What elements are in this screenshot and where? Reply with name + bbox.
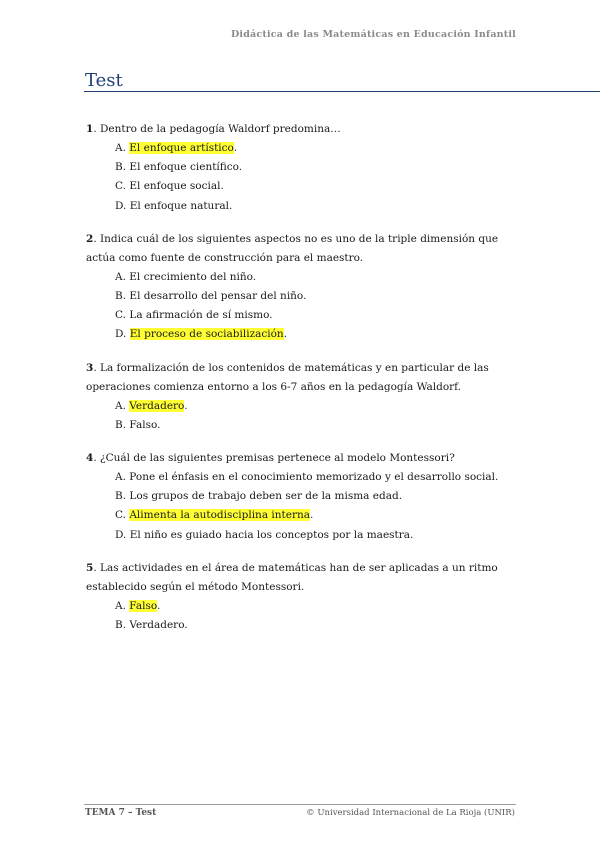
option-letter: A. — [115, 599, 126, 612]
answer-option — [86, 306, 526, 325]
question-text — [86, 559, 526, 597]
answer-option — [86, 268, 526, 287]
option-letter: A. — [115, 399, 126, 412]
question-text — [86, 359, 526, 397]
option-letter: B. — [115, 418, 127, 431]
answer-option — [86, 325, 526, 344]
option-letter: D. — [115, 328, 127, 341]
option-text: El enfoque natural. — [129, 199, 233, 212]
option-text: El desarrollo del pensar del niño. — [129, 290, 307, 303]
option-text-highlighted: El enfoque artístico — [129, 142, 234, 154]
question-text — [86, 230, 526, 268]
footer-copyright: © Universidad Internacional de La Rioja (UNIR) — [306, 808, 515, 818]
option-letter: A. — [115, 270, 126, 283]
option-letter: D. — [115, 199, 127, 212]
question-text — [86, 449, 526, 468]
option-text: Pone el énfasis en el conocimiento memorizado y el desarrollo social. — [129, 471, 499, 484]
question-statement: . Dentro de la pedagogía Waldorf predomina… — [93, 123, 341, 135]
answer-option — [86, 197, 526, 216]
question-number: 4 — [86, 452, 94, 465]
question-statement: . ¿Cuál de las siguientes premisas pertenece al modelo Montessori? — [93, 452, 455, 465]
answer-option — [86, 597, 526, 616]
footer-section-label: TEMA 7 – Test — [85, 808, 157, 818]
option-text-highlighted: El proceso de sociabilización — [129, 328, 284, 341]
question — [86, 120, 526, 216]
option-suffix: . — [233, 142, 238, 154]
option-letter: C. — [115, 180, 126, 193]
answer-option — [86, 616, 526, 635]
answer-option — [86, 287, 526, 306]
option-text-highlighted: Verdadero — [129, 399, 185, 412]
question — [86, 449, 526, 545]
option-letter: D. — [115, 528, 127, 541]
question-number: 2 — [86, 232, 94, 245]
question-statement: . Las actividades en el área de matemáticas han de ser aplicadas a un ritmo establecido según el método Montessori. — [86, 561, 498, 593]
question — [86, 359, 526, 435]
option-text: Los grupos de trabajo deben ser de la misma edad. — [129, 490, 403, 503]
answer-option — [86, 177, 526, 196]
question-number: 5 — [86, 561, 94, 574]
question-statement: . La formalización de los contenidos de matemáticas y en particular de las operaciones comienza entorno a los 6-7 años en la pedagogía Waldorf. — [86, 361, 489, 393]
answer-option — [86, 506, 526, 525]
answer-option — [86, 468, 526, 487]
answer-option — [86, 397, 526, 416]
option-letter: B. — [115, 619, 127, 632]
option-suffix: . — [156, 599, 161, 612]
option-text-highlighted: Alimenta la autodisciplina interna — [129, 509, 311, 522]
answer-option — [86, 487, 526, 506]
option-suffix: . — [184, 399, 188, 412]
question-number: 3 — [86, 361, 94, 374]
question-statement: . Indica cuál de los siguientes aspectos no es uno de la triple dimensión que actúa como fuente de construcción para el maestro. — [86, 232, 499, 264]
option-letter: B. — [115, 290, 127, 303]
option-suffix: . — [310, 509, 314, 522]
answer-option — [86, 139, 526, 158]
question — [86, 230, 526, 345]
option-text: Verdadero. — [129, 619, 188, 632]
answer-option — [86, 416, 526, 435]
option-letter: B. — [115, 490, 127, 503]
question-list — [86, 120, 526, 649]
running-header: Didáctica de las Matemáticas en Educación Infantil — [230, 29, 516, 40]
answer-option — [86, 526, 526, 545]
option-letter: C. — [115, 509, 126, 522]
title-underline — [84, 91, 600, 92]
option-letter: C. — [115, 309, 126, 322]
question — [86, 559, 526, 635]
page-title: Test — [85, 70, 123, 91]
option-text: La afirmación de sí mismo. — [129, 309, 273, 322]
question-text — [86, 120, 526, 139]
option-text-highlighted: Falso — [129, 599, 157, 612]
option-letter: B. — [115, 161, 127, 174]
option-letter: A. — [115, 142, 126, 154]
option-text: El niño es guiado hacia los conceptos por la maestra. — [129, 528, 414, 541]
option-suffix: . — [283, 328, 288, 341]
option-text: El crecimiento del niño. — [129, 270, 257, 283]
option-text: El enfoque científico. — [129, 161, 243, 174]
option-text: Falso. — [129, 418, 161, 431]
answer-option — [86, 158, 526, 177]
option-text: El enfoque social. — [129, 180, 224, 193]
footer-rule — [84, 804, 516, 805]
option-letter: A. — [115, 471, 126, 484]
question-number: 1 — [86, 123, 94, 135]
